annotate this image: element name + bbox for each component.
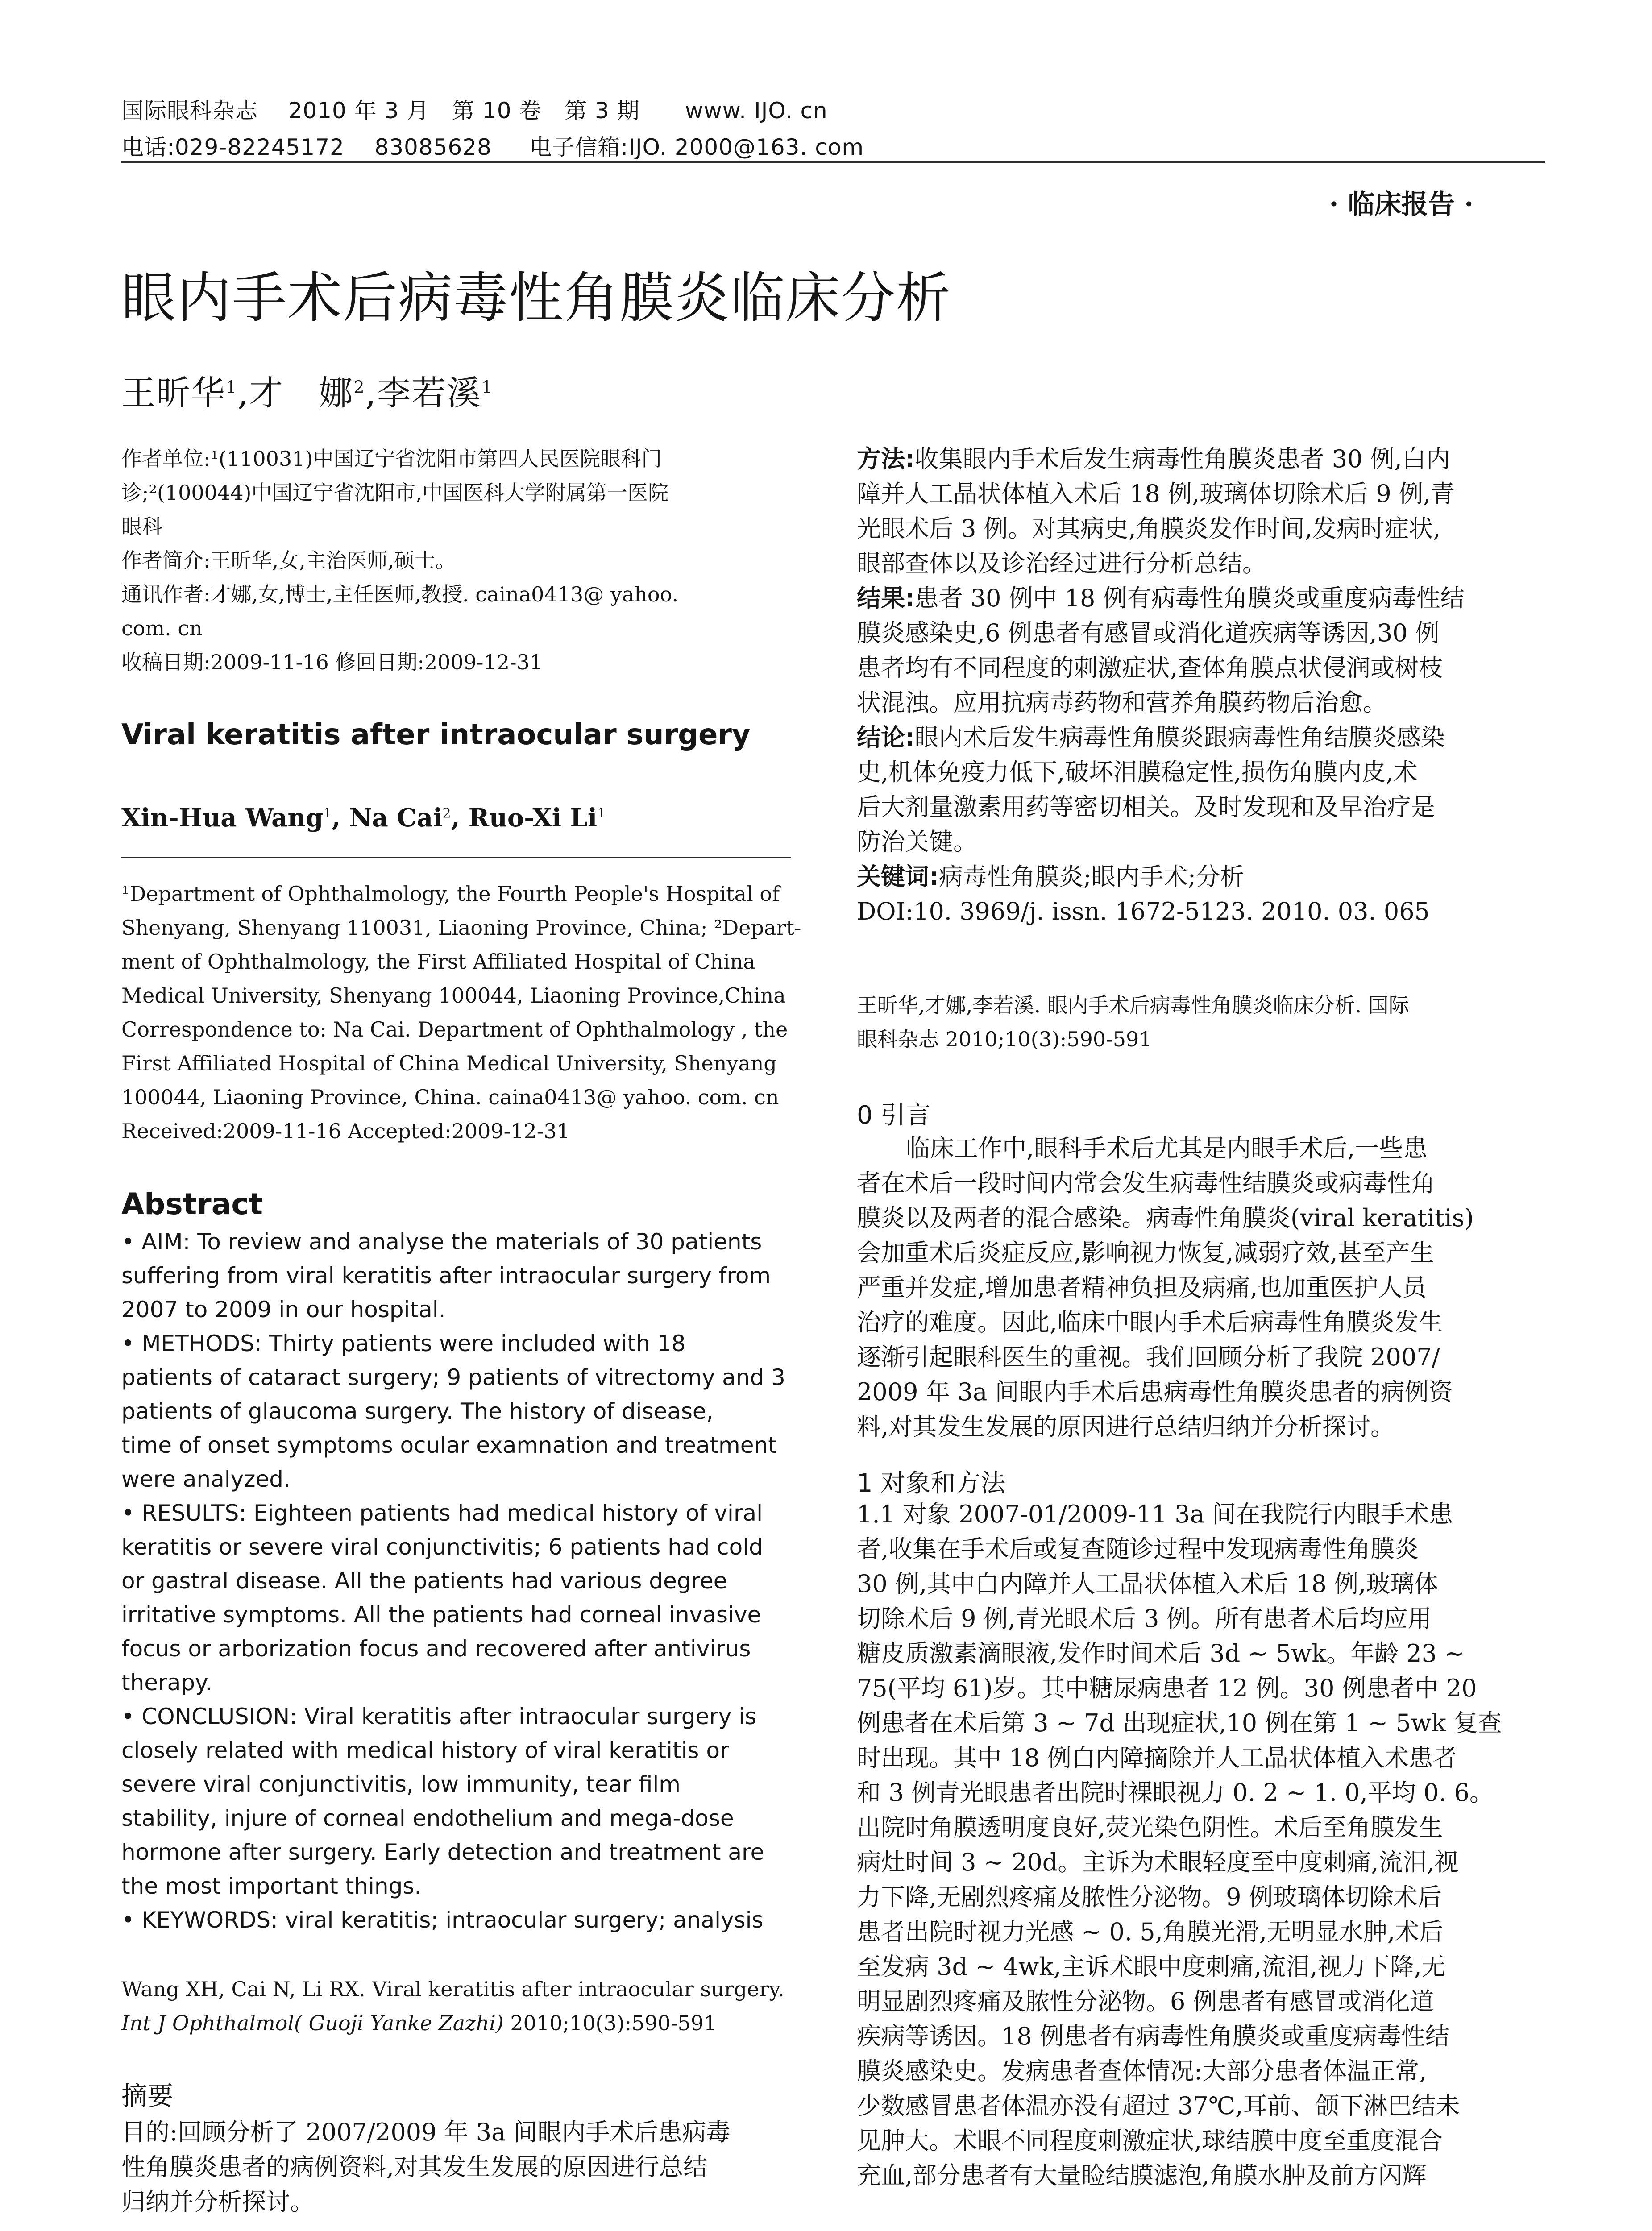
abstract-text: 光眼术后 3 例。对其病史,角膜炎发作时间,发病时症状, [857,514,1441,543]
received-accepted-line: Received:2009-11-16 Accepted:2009-12-31 [121,1119,570,1143]
abstract-row [857,546,1545,581]
abstract-text: 患者均有不同程度的刺激症状,查体角膜点状侵润或树枝 [857,654,1443,682]
author-name: 王昕华 [121,373,226,413]
chinese-abstract-objective [121,2115,809,2219]
body-line: 少数感冒患者体温亦没有超过 37℃,耳前、颌下淋巴结未 [857,2092,1460,2120]
doi-row [857,894,1545,929]
english-author-affil-mark: 2 [442,805,451,821]
abstract-line: • METHODS: Thirty patients were included with 18 [121,1331,686,1356]
abstract-label-conclusion: 结论: [857,723,915,751]
english-authors [121,803,809,833]
body-line: 切除术后 9 例,青光眼术后 3 例。所有患者术后均应用 [857,1605,1432,1633]
author-affiliation-block [121,442,809,679]
abstract-line: irritative symptoms. All the patients had corneal invasive [121,1602,761,1628]
abstract-text: 史,机体免疫力低下,破坏泪膜稳定性,损伤角膜内皮,术 [857,758,1418,786]
abstract-row [857,616,1545,651]
author-affil-mark: 1 [226,377,238,397]
english-author-separator: , [332,803,349,833]
body-line: 者在术后一段时间内常会发生病毒性结膜炎或病毒性角 [857,1169,1435,1197]
body-line: 临床工作中,眼科手术后尤其是内眼手术后,一些患 [906,1134,1428,1162]
body-line: 膜炎感染史。发病患者查体情况:大部分患者体温正常, [857,2057,1427,2085]
body-line: 30 例,其中白内障并人工晶状体植入术后 18 例,玻璃体 [857,1570,1439,1598]
chinese-citation [857,988,1545,1056]
abstract-line: hormone after surgery. Early detection and treatment are [121,1839,764,1865]
article-title: 眼内手术后病毒性角膜炎临床分析 [121,266,951,330]
abstract-row [857,755,1545,790]
body-line: 病灶时间 3 ~ 20d。主诉为术眼轻度至中度刺痛,流泪,视 [857,1848,1459,1876]
author-separator: , [365,373,377,413]
methods-body [857,1497,1545,2193]
body-line: 者,收集在手术后或复查随诊过程中发现病毒性角膜炎 [857,1535,1419,1563]
english-affiliation-block [121,877,809,1148]
body-line: 75(平均 61)岁。其中糖尿病患者 12 例。30 例患者中 20 [857,1674,1477,1702]
body-line: 料,对其发生发展的原因进行总结归纳并分析探讨。 [857,1413,1395,1441]
english-affiliation-line: Medical University, Shenyang 100044, Liaoning Province,China [121,983,786,1008]
abstract-line: patients of cataract surgery; 9 patients of vitrectomy and 3 [121,1364,785,1390]
section-heading-introduction: 0 引言 [857,1101,931,1130]
body-line: 治疗的难度。因此,临床中眼内手术后病毒性角膜炎发生 [857,1308,1443,1336]
abstract-line: • KEYWORDS: viral keratitis; intraocular surgery; analysis [121,1907,764,1933]
english-author-name: Ruo-Xi Li [468,803,598,833]
author-bio-line: 作者简介:王昕华,女,主治医师,硕士。 [121,548,456,572]
abstract-row [857,790,1545,825]
chinese-abstract-line: 归纳并分析探讨。 [121,2188,314,2216]
correspondence-line: Correspondence to: Na Cai. Department of Ophthalmology , the [121,1017,788,1041]
body-line: 例患者在术后第 3 ~ 7d 出现症状,10 例在第 1 ~ 5wk 复查 [857,1709,1502,1737]
english-author-affil-mark: 1 [597,805,606,821]
citation-line [121,2006,809,2040]
abstract-line: therapy. [121,1670,212,1696]
abstract-line: • AIM: To review and analyse the materials of 30 patients [121,1229,762,1255]
abstract-line: suffering from viral keratitis after intraocular surgery from [121,1263,771,1289]
abstract-line: focus or arborization focus and recovered after antivirus [121,1636,751,1662]
abstract-line: closely related with medical history of viral keratitis or [121,1738,729,1763]
received-dates-line: 收稿日期:2009-11-16 修回日期:2009-12-31 [121,650,543,674]
author-affil-mark: 2 [353,377,365,397]
author-name: 李若溪 [377,373,481,413]
author-affil-mark: 1 [481,377,493,397]
section-label: · 临床报告 · [1329,189,1474,220]
abstract-text: 眼部查体以及诊治经过进行分析总结。 [857,549,1266,577]
abstract-text: 防治关键。 [857,828,977,856]
english-author-name: Xin-Hua Wang [121,803,324,833]
abstract-row [857,720,1545,755]
abstract-row [857,442,1545,477]
abstract-text: 状混浊。应用抗病毒药物和营养角膜药物后治愈。 [857,688,1387,717]
header-divider [121,161,1545,163]
abstract-row [857,511,1545,546]
abstract-text: 障并人工晶状体植入术后 18 例,玻璃体切除术后 9 例,青 [857,480,1455,508]
body-line: 疾病等诱因。18 例患者有病毒性角膜炎或重度病毒性结 [857,2022,1449,2050]
corresponding-author-line: com. cn [121,616,203,640]
affiliation-line: 诊;²(100044)中国辽宁省沈阳市,中国医科大学附属第一医院 [121,481,669,505]
body-line: 严重并发症,增加患者精神负担及病痛,也加重医护人员 [857,1273,1427,1302]
abstract-line: the most important things. [121,1873,422,1899]
abstract-line: time of onset symptoms ocular examnation and treatment [121,1432,777,1458]
body-line: 时出现。其中 18 例白内障摘除并人工晶状体植入术患者 [857,1744,1457,1772]
abstract-row [857,651,1545,685]
abstract-text: 病毒性角膜炎;眼内手术;分析 [938,863,1244,891]
abstract-text: 患者 30 例中 18 例有病毒性角膜炎或重度病毒性结 [914,584,1465,612]
body-line: 见肿大。术眼不同程度刺激症状,球结膜中度至重度混合 [857,2127,1443,2155]
journal-header-line: 国际眼科杂志 2010 年 3 月 第 10 卷 第 3 期 www. IJO. cn [121,98,828,124]
abstract-row [857,825,1545,859]
abstract-row [857,859,1545,894]
abstract-line: were analyzed. [121,1466,291,1492]
abstract-heading: Abstract [121,1187,263,1221]
citation-line: Wang XH, Cai N, Li RX. Viral keratitis after intraocular surgery. [121,1977,784,2001]
doi-text: DOI:10. 3969/j. issn. 1672-5123. 2010. 03. 065 [857,897,1430,925]
body-line: 明显剧烈疼痛及脓性分泌物。6 例患者有感冒或消化道 [857,1987,1434,2015]
journal-name: Int J Ophthalmol( Guoji Yanke Zazhi) [121,2011,504,2035]
abstract-text: 收集眼内手术后发生病毒性角膜炎患者 30 例,白内 [914,445,1450,473]
citation-volume: 2010;10(3):590-591 [503,2011,717,2035]
body-line: 至发病 3d ~ 4wk,主诉术眼中度刺痛,流泪,视力下降,无 [857,1953,1446,1981]
body-line: 2009 年 3a 间眼内手术后患病毒性角膜炎患者的病例资 [857,1378,1453,1406]
english-affiliation-line: Shenyang, Shenyang 110031, Liaoning Province, China; ²Depart- [121,916,801,940]
correspondence-line: 100044, Liaoning Province, China. caina0413@ yahoo. com. cn [121,1085,779,1109]
english-affiliation-line: ¹Department of Ophthalmology, the Fourth People's Hospital of [121,882,780,906]
abstract-label-keywords: 关键词: [857,863,939,891]
english-author-name: Na Cai [349,803,443,833]
abstract-text: 后大剂量激素用药等密切相关。及时发现和及早治疗是 [857,793,1435,821]
english-authors-divider [121,857,791,858]
english-author-affil-mark: 1 [323,805,332,821]
article-authors [121,366,493,415]
author-separator: , [237,373,249,413]
journal-contact-line: 电话:029-82245172 83085628 电子信箱:IJO. 2000@163. com [121,134,864,160]
english-citation [121,1972,809,2040]
body-line: 糖皮质激素滴眼液,发作时间术后 3d ~ 5wk。年龄 23 ~ [857,1639,1465,1667]
corresponding-author-line: 通讯作者:才娜,女,博士,主任医师,教授. caina0413@ yahoo. [121,582,679,606]
body-line: 和 3 例青光眼患者出院时裸眼视力 0. 2 ~ 1. 0,平均 0. 6。 [857,1779,1494,1807]
body-line: 患者出院时视力光感 ~ 0. 5,角膜光滑,无明显水肿,术后 [857,1918,1444,1946]
english-author-separator: , [451,803,469,833]
abstract-line: severe viral conjunctivitis, low immunity, tear film [121,1771,681,1797]
body-line: 膜炎以及两者的混合感染。病毒性角膜炎(viral keratitis) [857,1204,1474,1232]
body-line: 逐渐引起眼科医生的重视。我们回顾分析了我院 2007/ [857,1343,1440,1371]
english-title: Viral keratitis after intraocular surgery [121,718,751,751]
abstract-line: 2007 to 2009 in our hospital. [121,1297,446,1323]
abstract-row [857,685,1545,720]
abstract-label-methods: 方法: [857,445,915,473]
abstract-line: patients of glaucoma surgery. The history of disease, [121,1398,714,1424]
affiliation-line: 眼科 [121,514,162,539]
abstract-text: 膜炎感染史,6 例患者有感冒或消化道疾病等诱因,30 例 [857,619,1440,647]
chinese-abstract-line: 性角膜炎患者的病例资料,对其发生发展的原因进行总结 [121,2153,708,2181]
abstract-line: keratitis or severe viral conjunctivitis; 6 patients had cold [121,1534,763,1560]
body-line: 充血,部分患者有大量睑结膜滤泡,角膜水肿及前方闪辉 [857,2161,1427,2190]
citation-line: 眼科杂志 2010;10(3):590-591 [857,1027,1152,1051]
abstract-line: • RESULTS: Eighteen patients had medical history of viral [121,1500,763,1526]
body-line: 力下降,无剧烈疼痛及脓性分泌物。9 例玻璃体切除术后 [857,1883,1442,1911]
author-name: 才 娜 [249,373,354,413]
abstract-text: 眼内术后发生病毒性角膜炎跟病毒性角结膜炎感染 [914,723,1445,751]
body-line: 1.1 对象 2007-01/2009-11 3a 间在我院行内眼手术患 [857,1500,1453,1528]
introduction-body [857,1131,1545,1444]
citation-line: 王昕华,才娜,李若溪. 眼内手术后病毒性角膜炎临床分析. 国际 [857,993,1409,1017]
body-line: 会加重术后炎症反应,影响视力恢复,减弱疗效,甚至产生 [857,1239,1434,1267]
correspondence-line: First Affiliated Hospital of China Medical University, Shenyang [121,1051,777,1075]
english-affiliation-line: ment of Ophthalmology, the First Affiliated Hospital of China [121,950,755,974]
chinese-abstract-heading: 摘要 [121,2081,174,2111]
affiliation-line: 作者单位:¹(110031)中国辽宁省沈阳市第四人民医院眼科门 [121,447,662,471]
section-heading-methods: 1 对象和方法 [857,1469,1006,1498]
abstract-row [857,581,1545,616]
abstract-row [857,477,1545,511]
chinese-abstract-continued [857,442,1545,929]
english-abstract [121,1225,809,1937]
body-line: 出院时角膜透明度良好,荧光染色阴性。术后至角膜发生 [857,1813,1443,1841]
abstract-line: • CONCLUSION: Viral keratitis after intraocular surgery is [121,1704,757,1729]
abstract-line: or gastral disease. All the patients had various degree [121,1568,727,1594]
chinese-abstract-line: 目的:回顾分析了 2007/2009 年 3a 间眼内手术后患病毒 [121,2118,731,2146]
abstract-line: stability, injure of corneal endothelium and mega-dose [121,1805,734,1831]
abstract-label-results: 结果: [857,584,915,612]
